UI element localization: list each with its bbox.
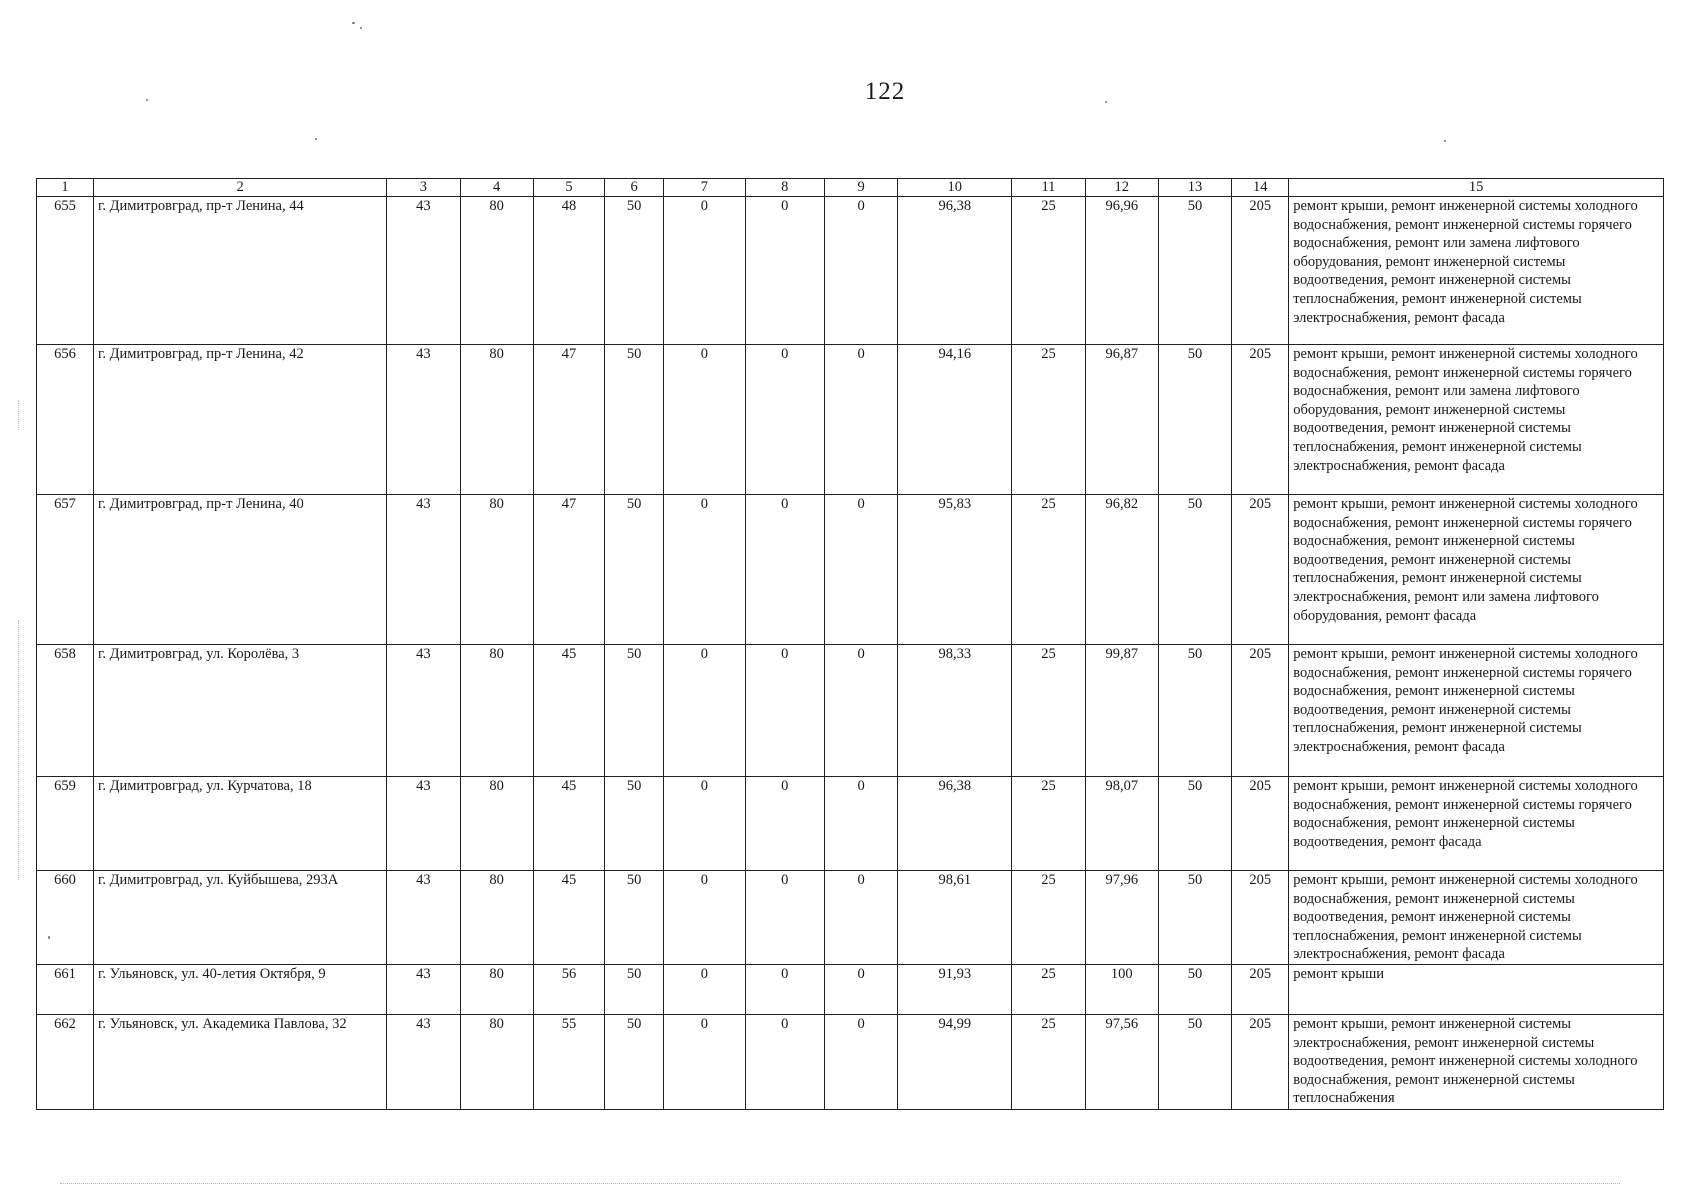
value-cell-5: 55 — [533, 1015, 604, 1110]
housing-repair-table — [36, 178, 1664, 1110]
value-cell-13: 50 — [1158, 965, 1231, 1015]
value-cell-3: 43 — [387, 1015, 460, 1110]
value-cell-14: 205 — [1232, 777, 1289, 871]
value-cell-9: 0 — [824, 197, 897, 345]
address-cell: г. Димитровград, пр-т Ленина, 44 — [94, 197, 387, 345]
value-cell-7: 0 — [664, 345, 745, 495]
table-row — [37, 495, 1664, 645]
value-cell-8: 0 — [745, 965, 824, 1015]
scan-speck — [48, 936, 50, 939]
column-header-5: 5 — [533, 179, 604, 197]
scan-speck — [360, 27, 362, 29]
value-cell-14: 205 — [1232, 1015, 1289, 1110]
column-number-row — [37, 179, 1664, 197]
repair-works-cell: ремонт крыши, ремонт инженерной системы холодного водоснабжения, ремонт инженерной системы горячего водоснабжения, ремонт инженерной системы водоотведения, ремонт инженерной системы теплоснабжения, ремонт инженерной системы электроснабжения, ремонт фасада — [1289, 645, 1664, 777]
value-cell-10: 91,93 — [898, 965, 1012, 1015]
value-cell-3: 43 — [387, 871, 460, 965]
value-cell-9: 0 — [824, 777, 897, 871]
repair-works-cell: ремонт крыши, ремонт инженерной системы электроснабжения, ремонт инженерной системы водоотведения, ремонт инженерной системы холодного водоснабжения, ремонт инженерной системы теплоснабжения — [1289, 1015, 1664, 1110]
address-cell: г. Димитровград, ул. Куйбышева, 293А — [94, 871, 387, 965]
column-header-6: 6 — [605, 179, 664, 197]
scan-speck — [1444, 140, 1446, 142]
row-number-cell: 658 — [37, 645, 94, 777]
value-cell-11: 25 — [1012, 197, 1085, 345]
value-cell-7: 0 — [664, 495, 745, 645]
repair-works-cell: ремонт крыши — [1289, 965, 1664, 1015]
value-cell-3: 43 — [387, 965, 460, 1015]
value-cell-6: 50 — [605, 645, 664, 777]
value-cell-13: 50 — [1158, 197, 1231, 345]
value-cell-6: 50 — [605, 777, 664, 871]
value-cell-8: 0 — [745, 197, 824, 345]
value-cell-12: 100 — [1085, 965, 1158, 1015]
table-row — [37, 197, 1664, 345]
value-cell-8: 0 — [745, 495, 824, 645]
value-cell-10: 96,38 — [898, 777, 1012, 871]
value-cell-13: 50 — [1158, 345, 1231, 495]
column-header-2: 2 — [94, 179, 387, 197]
row-number-cell: 656 — [37, 345, 94, 495]
table-row — [37, 965, 1664, 1015]
column-header-11: 11 — [1012, 179, 1085, 197]
address-cell: г. Димитровград, ул. Королёва, 3 — [94, 645, 387, 777]
value-cell-14: 205 — [1232, 871, 1289, 965]
row-number-cell: 660 — [37, 871, 94, 965]
value-cell-14: 205 — [1232, 965, 1289, 1015]
value-cell-11: 25 — [1012, 345, 1085, 495]
address-cell: г. Димитровград, пр-т Ленина, 40 — [94, 495, 387, 645]
value-cell-5: 45 — [533, 645, 604, 777]
value-cell-3: 43 — [387, 345, 460, 495]
value-cell-10: 98,61 — [898, 871, 1012, 965]
value-cell-6: 50 — [605, 871, 664, 965]
address-cell: г. Димитровград, ул. Курчатова, 18 — [94, 777, 387, 871]
value-cell-13: 50 — [1158, 645, 1231, 777]
value-cell-8: 0 — [745, 645, 824, 777]
column-header-15: 15 — [1289, 179, 1664, 197]
table-row — [37, 645, 1664, 777]
column-header-14: 14 — [1232, 179, 1289, 197]
value-cell-11: 25 — [1012, 1015, 1085, 1110]
value-cell-4: 80 — [460, 777, 533, 871]
value-cell-9: 0 — [824, 965, 897, 1015]
column-header-12: 12 — [1085, 179, 1158, 197]
value-cell-14: 205 — [1232, 645, 1289, 777]
column-header-4: 4 — [460, 179, 533, 197]
value-cell-9: 0 — [824, 871, 897, 965]
value-cell-7: 0 — [664, 1015, 745, 1110]
scan-speck — [1105, 101, 1107, 103]
repair-works-cell: ремонт крыши, ремонт инженерной системы холодного водоснабжения, ремонт инженерной системы горячего водоснабжения, ремонт или замена лифтового оборудования, ремонт инженерной системы водоотведения, ремонт инженерной системы теплоснабжения, ремонт инженерной системы электроснабжения, ремонт фасада — [1289, 197, 1664, 345]
row-number-cell: 662 — [37, 1015, 94, 1110]
value-cell-6: 50 — [605, 1015, 664, 1110]
table-row — [37, 345, 1664, 495]
value-cell-7: 0 — [664, 871, 745, 965]
scan-speck — [352, 22, 355, 24]
address-cell: г. Димитровград, пр-т Ленина, 42 — [94, 345, 387, 495]
value-cell-4: 80 — [460, 965, 533, 1015]
scan-speck — [146, 99, 148, 101]
column-header-9: 9 — [824, 179, 897, 197]
scan-margin-dots — [18, 400, 19, 430]
value-cell-4: 80 — [460, 1015, 533, 1110]
value-cell-10: 95,83 — [898, 495, 1012, 645]
value-cell-14: 205 — [1232, 495, 1289, 645]
value-cell-3: 43 — [387, 197, 460, 345]
value-cell-4: 80 — [460, 871, 533, 965]
table-header — [37, 179, 1664, 197]
repair-works-cell: ремонт крыши, ремонт инженерной системы холодного водоснабжения, ремонт инженерной системы горячего водоснабжения, ремонт или замена лифтового оборудования, ремонт инженерной системы водоотведения, ремонт инженерной системы теплоснабжения, ремонт инженерной системы электроснабжения, ремонт фасада — [1289, 345, 1664, 495]
value-cell-5: 45 — [533, 871, 604, 965]
value-cell-12: 96,96 — [1085, 197, 1158, 345]
value-cell-4: 80 — [460, 345, 533, 495]
value-cell-6: 50 — [605, 965, 664, 1015]
value-cell-10: 98,33 — [898, 645, 1012, 777]
column-header-7: 7 — [664, 179, 745, 197]
value-cell-11: 25 — [1012, 871, 1085, 965]
value-cell-3: 43 — [387, 495, 460, 645]
scan-bottom-dots — [60, 1183, 1620, 1184]
value-cell-9: 0 — [824, 495, 897, 645]
repair-works-cell: ремонт крыши, ремонт инженерной системы холодного водоснабжения, ремонт инженерной системы горячего водоснабжения, ремонт инженерной системы водоотведения, ремонт фасада — [1289, 777, 1664, 871]
value-cell-12: 96,82 — [1085, 495, 1158, 645]
value-cell-5: 47 — [533, 345, 604, 495]
value-cell-8: 0 — [745, 871, 824, 965]
value-cell-11: 25 — [1012, 645, 1085, 777]
value-cell-12: 98,07 — [1085, 777, 1158, 871]
value-cell-14: 205 — [1232, 197, 1289, 345]
value-cell-9: 0 — [824, 645, 897, 777]
value-cell-6: 50 — [605, 345, 664, 495]
value-cell-7: 0 — [664, 197, 745, 345]
value-cell-13: 50 — [1158, 1015, 1231, 1110]
table-body — [37, 197, 1664, 1110]
table-row — [37, 1015, 1664, 1110]
row-number-cell: 655 — [37, 197, 94, 345]
value-cell-6: 50 — [605, 495, 664, 645]
value-cell-8: 0 — [745, 777, 824, 871]
row-number-cell: 657 — [37, 495, 94, 645]
value-cell-4: 80 — [460, 495, 533, 645]
value-cell-8: 0 — [745, 345, 824, 495]
repair-works-cell: ремонт крыши, ремонт инженерной системы холодного водоснабжения, ремонт инженерной системы водоотведения, ремонт инженерной системы теплоснабжения, ремонт инженерной системы электроснабжения, ремонт фасада — [1289, 871, 1664, 965]
value-cell-14: 205 — [1232, 345, 1289, 495]
value-cell-13: 50 — [1158, 871, 1231, 965]
column-header-8: 8 — [745, 179, 824, 197]
value-cell-5: 56 — [533, 965, 604, 1015]
value-cell-9: 0 — [824, 345, 897, 495]
scan-margin-dots — [18, 620, 19, 880]
value-cell-9: 0 — [824, 1015, 897, 1110]
value-cell-5: 48 — [533, 197, 604, 345]
value-cell-11: 25 — [1012, 965, 1085, 1015]
table-row — [37, 777, 1664, 871]
value-cell-7: 0 — [664, 777, 745, 871]
address-cell: г. Ульяновск, ул. Академика Павлова, 32 — [94, 1015, 387, 1110]
value-cell-12: 97,96 — [1085, 871, 1158, 965]
value-cell-5: 47 — [533, 495, 604, 645]
value-cell-6: 50 — [605, 197, 664, 345]
table-row — [37, 871, 1664, 965]
value-cell-4: 80 — [460, 197, 533, 345]
page-number: 122 — [864, 78, 906, 105]
row-number-cell: 659 — [37, 777, 94, 871]
value-cell-11: 25 — [1012, 495, 1085, 645]
value-cell-10: 94,16 — [898, 345, 1012, 495]
value-cell-11: 25 — [1012, 777, 1085, 871]
value-cell-12: 97,56 — [1085, 1015, 1158, 1110]
value-cell-10: 94,99 — [898, 1015, 1012, 1110]
value-cell-5: 45 — [533, 777, 604, 871]
value-cell-3: 43 — [387, 777, 460, 871]
value-cell-13: 50 — [1158, 777, 1231, 871]
value-cell-7: 0 — [664, 965, 745, 1015]
value-cell-12: 96,87 — [1085, 345, 1158, 495]
value-cell-4: 80 — [460, 645, 533, 777]
value-cell-7: 0 — [664, 645, 745, 777]
repair-works-cell: ремонт крыши, ремонт инженерной системы холодного водоснабжения, ремонт инженерной системы горячего водоснабжения, ремонт инженерной системы водоотведения, ремонт инженерной системы теплоснабжения, ремонт инженерной системы электроснабжения, ремонт или замена лифтового оборудования, ремонт фасада — [1289, 495, 1664, 645]
value-cell-10: 96,38 — [898, 197, 1012, 345]
column-header-1: 1 — [37, 179, 94, 197]
column-header-10: 10 — [898, 179, 1012, 197]
value-cell-12: 99,87 — [1085, 645, 1158, 777]
column-header-13: 13 — [1158, 179, 1231, 197]
value-cell-8: 0 — [745, 1015, 824, 1110]
row-number-cell: 661 — [37, 965, 94, 1015]
value-cell-3: 43 — [387, 645, 460, 777]
address-cell: г. Ульяновск, ул. 40-летия Октября, 9 — [94, 965, 387, 1015]
scan-speck — [315, 138, 317, 140]
column-header-3: 3 — [387, 179, 460, 197]
value-cell-13: 50 — [1158, 495, 1231, 645]
